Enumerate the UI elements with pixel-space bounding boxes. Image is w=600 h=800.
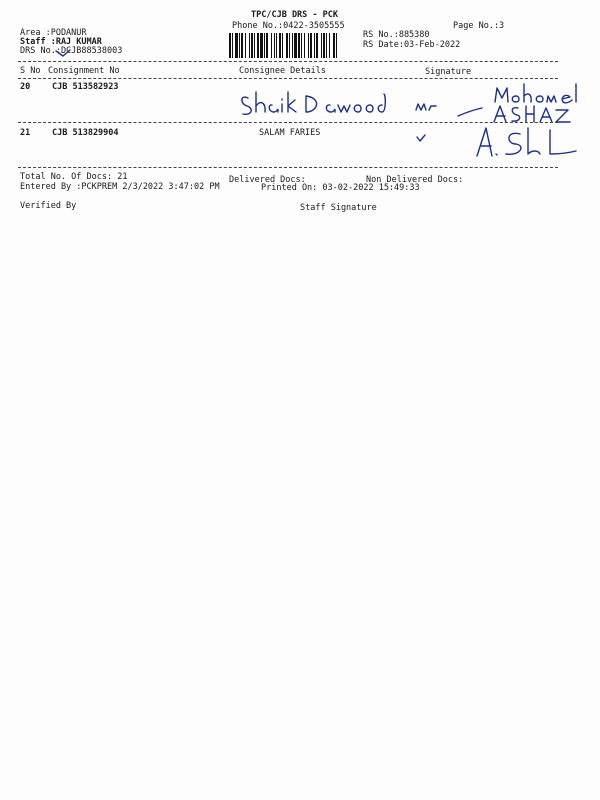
total-docs: Total No. Of Docs: 21 [20,172,128,182]
row-consignment-no: CJB 513829904 [52,128,119,138]
row-sno: 21 [20,128,31,138]
col-header-signature: Signature [425,67,472,77]
row-sno: 20 [20,82,31,92]
area-label: Area :PODANUR [20,28,87,38]
divider [18,78,558,79]
tick-mark [416,134,428,144]
col-header-consignment: Consignment No [48,66,120,76]
handwritten-signature-row-20 [410,80,590,128]
handwritten-signature-row-21 [472,124,582,162]
pen-mark [55,48,75,58]
divider [18,167,558,168]
col-header-consignee: Consignee Details [239,66,326,76]
col-header-sno: S No [20,66,41,76]
delivered-docs: Delivered Docs: [229,175,306,185]
doc-title: TPC/CJB DRS - PCK [251,10,338,20]
handwritten-receiver-name [238,90,388,120]
page-number: Page No.:3 [453,21,505,31]
rs-number: RS No.:885380 [363,30,430,40]
barcode [229,33,357,58]
row-consignment-no: CJB 513582923 [52,82,119,92]
drs-number: DRS No.:DCJB88538003 [20,46,123,56]
entered-by: Entered By :PCKPREM 2/3/2022 3:47:02 PM [20,182,220,192]
rs-date: RS Date:03-Feb-2022 [363,40,461,50]
row-consignee-name: SALAM FARIES [259,128,321,138]
printed-on: Printed On: 03-02-2022 15:49:33 [261,183,420,193]
verified-by: Verified By [20,201,77,211]
non-delivered-docs: Non Delivered Docs: [366,175,464,185]
divider [18,61,558,62]
staff-label: Staff :RAJ KUMAR [20,37,102,47]
phone-number: Phone No.:0422-3505555 [232,21,345,31]
divider [18,122,558,123]
staff-signature: Staff Signature [300,203,377,213]
